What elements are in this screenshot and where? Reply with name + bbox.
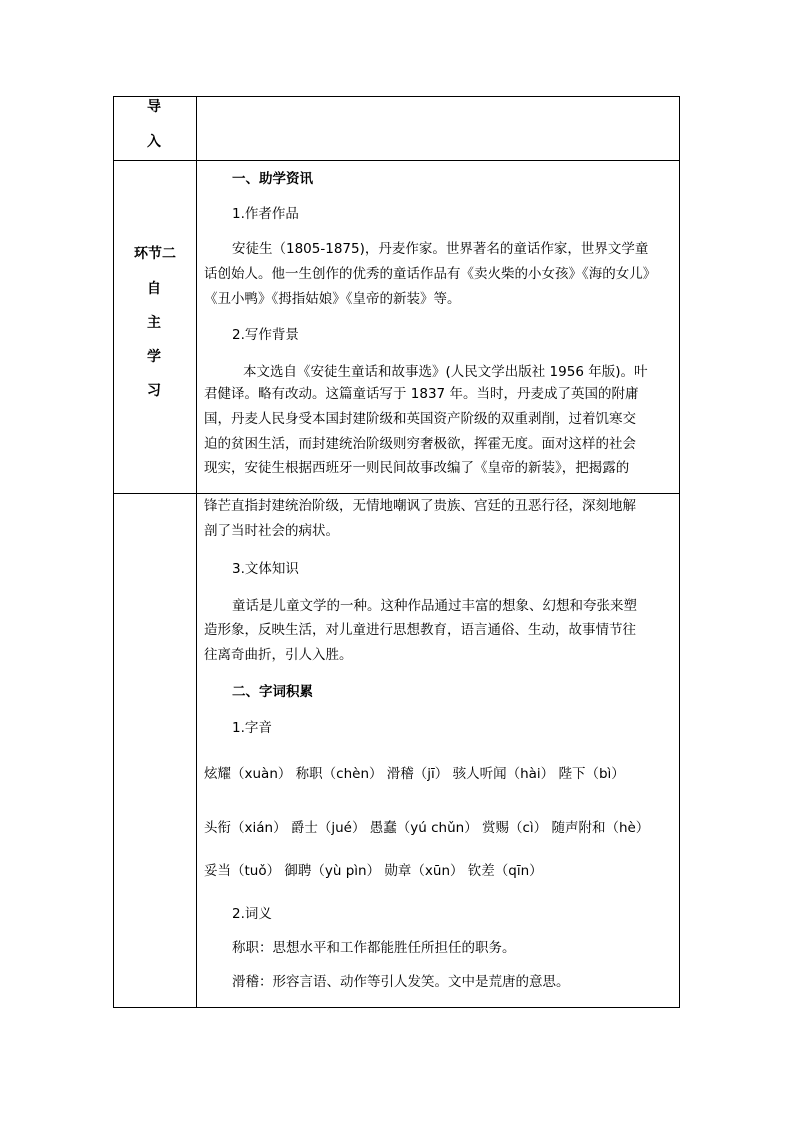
sub1-heading: 1.作者作品	[232, 206, 299, 222]
table-row-divider-2	[113, 493, 680, 494]
genre-line-3: 往离奇曲折，引人入胜。	[204, 647, 353, 663]
section2-heading: 二、字词积累	[232, 684, 313, 700]
table-column-divider	[196, 96, 197, 1008]
author-line-3: 《丑小鸭》《拇指姑娘》《皇帝的新装》等。	[204, 291, 461, 307]
table-border-right	[679, 96, 680, 1008]
background-cont-line-2: 剖了当时社会的病状。	[204, 523, 339, 539]
sub2-heading: 2.写作背景	[232, 327, 299, 343]
meaning-heading: 2.词义	[232, 906, 272, 922]
pron-line-1: 炫耀（xuàn） 称职（chèn） 滑稽（jī） 骇人听闻（hài） 陛下（bì）	[204, 766, 625, 782]
background-cont-line-1: 锋芒直指封建统治阶级，无情地嘲讽了贵族、宫廷的丑恶行径，深刻地解	[204, 498, 636, 514]
row2-label-char-2: 主	[147, 315, 161, 331]
background-line-5: 现实，安徒生根据西班牙一则民间故事改编了《皇帝的新装》，把揭露的	[204, 460, 630, 476]
sub3-heading: 3.文体知识	[232, 561, 299, 577]
pron-line-3: 妥当（tuǒ） 御聘（yù pìn） 勋章（xūn） 钦差（qīn）	[204, 863, 543, 879]
row1-label-char-1: 导	[147, 99, 161, 115]
author-line-2: 话创始人。他一生创作的优秀的童话作品有《卖火柴的小女孩》《海的女儿》	[204, 266, 657, 282]
row2-label-char-1: 自	[147, 281, 161, 297]
background-line-3: 国，丹麦人民身受本国封建阶级和英国资产阶级的双重剥削，过着饥寒交	[204, 411, 636, 427]
table-border-top	[113, 96, 680, 97]
background-line-1: 本文选自《安徒生童话和故事选》(人民文学出版社 1956 年版)。叶	[243, 364, 648, 380]
meaning-line-1: 称职：思想水平和工作都能胜任所担任的职务。	[232, 940, 516, 956]
table-border-left	[113, 96, 114, 1008]
section1-heading: 一、助学资讯	[232, 171, 313, 187]
row2-label-char-3: 学	[147, 349, 161, 365]
row1-label-char-2: 入	[147, 134, 161, 150]
genre-line-1: 童话是儿童文学的一种。这种作品通过丰富的想象、幻想和夸张来塑	[232, 598, 637, 614]
background-line-2: 君健译。略有改动。这篇童话写于 1837 年。当时，丹麦成了英国的附庸	[204, 386, 639, 402]
table-row-divider-1	[113, 160, 680, 161]
author-line-1: 安徒生（1805-1875)，丹麦作家。世界著名的童话作家，世界文学童	[232, 241, 649, 257]
pron-line-2: 头衔（xián） 爵士（jué） 愚蠢（yú chǔn） 赏赐（cì） 随声附和（hè）	[204, 820, 650, 836]
table-border-bottom	[113, 1007, 680, 1008]
meaning-line-2: 滑稽：形容言语、动作等引人发笑。文中是荒唐的意思。	[232, 974, 570, 990]
row2-label-char-4: 习	[147, 383, 161, 399]
row2-label-stage: 环节二	[134, 246, 176, 262]
pron-heading: 1.字音	[232, 720, 272, 736]
background-line-4: 迫的贫困生活，而封建统治阶级则穷奢极欲，挥霍无度。面对这样的社会	[204, 436, 636, 452]
genre-line-2: 造形象，反映生活，对儿童进行思想教育，语言通俗、生动，故事情节往	[204, 622, 636, 638]
